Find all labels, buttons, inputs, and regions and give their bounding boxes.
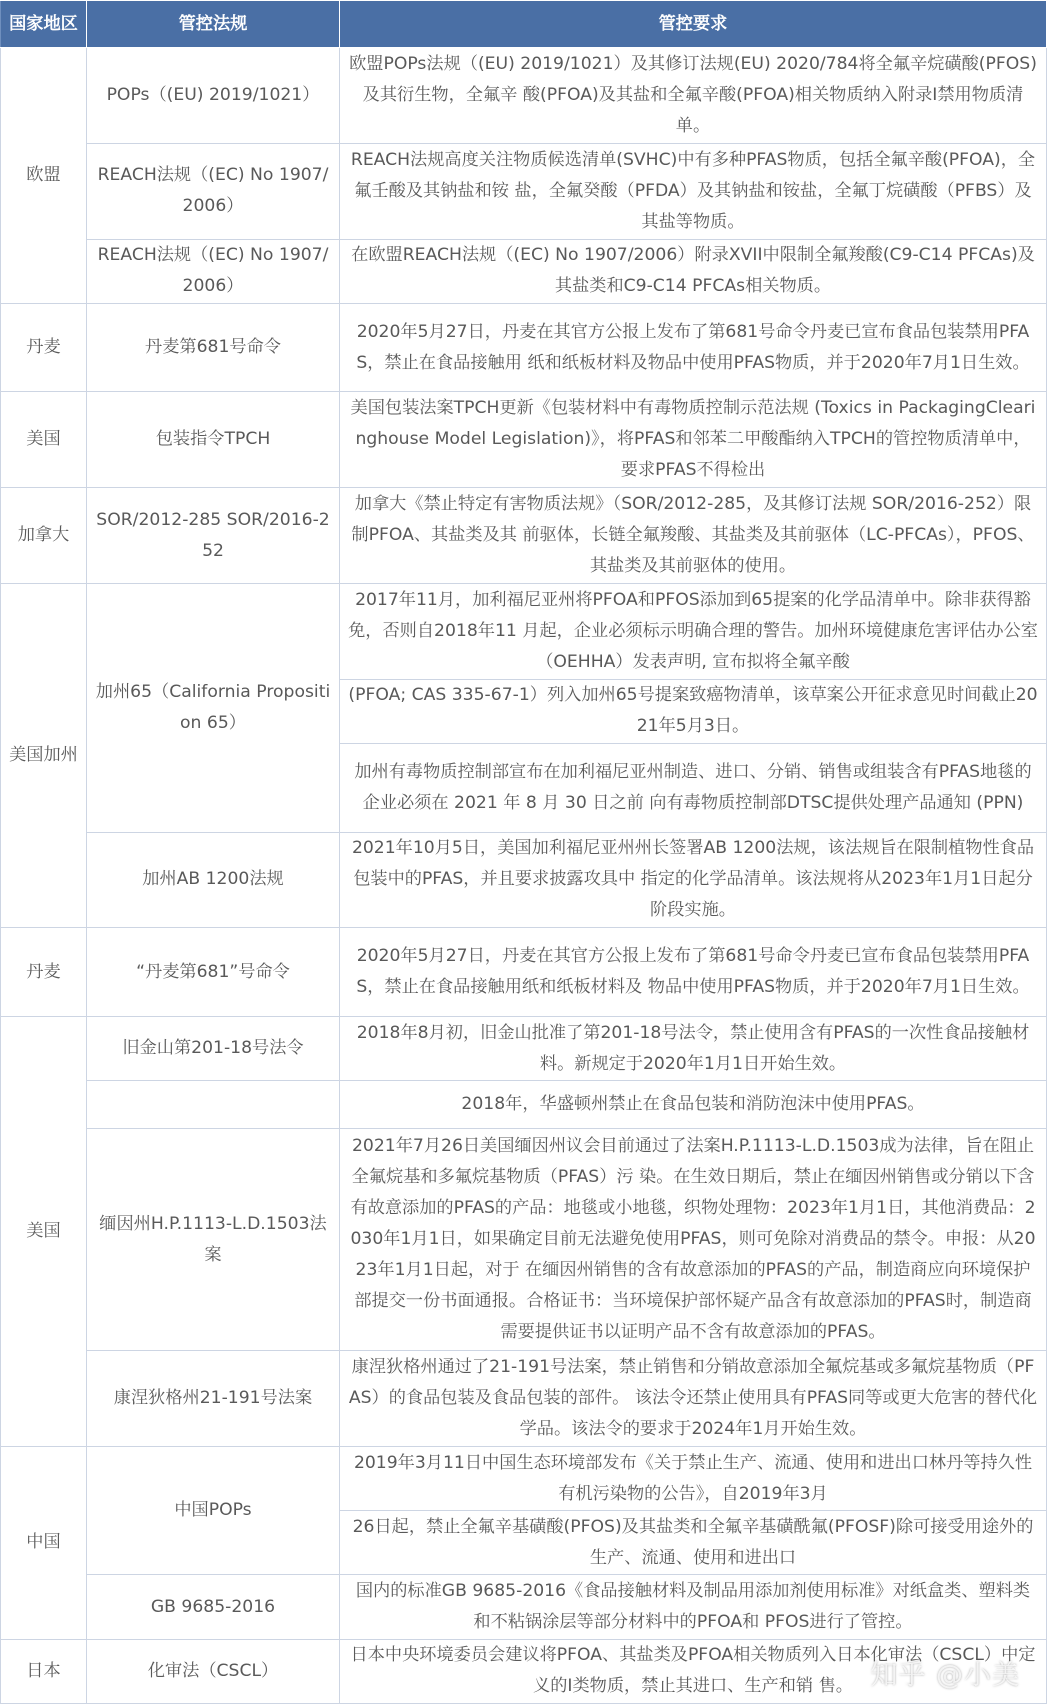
table-row xyxy=(1,928,1047,1017)
table-row xyxy=(1,303,1047,392)
requirement-cell: 26日起，禁止全氟辛基磺酸(PFOS)及其盐类和全氟辛基磺酰氟(PFOSF)除可接受用途外的生产、流通、使用和进出口 xyxy=(340,1511,1047,1575)
country-cell: 美国 xyxy=(1,392,87,488)
requirement-cell: 2019年3月11日中国生态环境部发布《关于禁止生产、流通、使用和进出口林丹等持久性有机污染物的公告》，自2019年3月 xyxy=(340,1447,1047,1511)
regulation-cell: “丹麦第681”号命令 xyxy=(87,928,340,1017)
regulation-cell: SOR/2012-285 SOR/2016-252 xyxy=(87,488,340,584)
regulation-cell: 加州65（California Proposition 65） xyxy=(87,583,340,832)
regulation-cell: 包装指令TPCH xyxy=(87,392,340,488)
requirement-cell: 2018年，华盛顿州禁止在食品包装和消防泡沫中使用PFAS。 xyxy=(340,1081,1047,1129)
table-row xyxy=(1,1351,1047,1447)
requirement-cell: 国内的标准GB 9685-2016《食品接触材料及制品用添加剂使用标准》对纸盒类、塑料类和不粘锅涂层等部分材料中的PFOA和 PFOS进行了管控。 xyxy=(340,1575,1047,1639)
table-row xyxy=(1,832,1047,928)
zhihu-watermark: 知乎 @小美 xyxy=(870,1660,1020,1691)
requirement-cell: 2020年5月27日，丹麦在其官方公报上发布了第681号命令丹麦已宣布食品包装禁用PFAS，禁止在食品接触用 纸和纸板材料及物品中使用PFAS物质，并于2020年7月1日生效。 xyxy=(340,303,1047,392)
table-header-row xyxy=(1,1,1047,48)
regulation-cell: 化审法（CSCL） xyxy=(87,1639,340,1703)
requirement-cell: 2020年5月27日，丹麦在其官方公报上发布了第681号命令丹麦已宣布食品包装禁用PFAS，禁止在食品接触用纸和纸板材料及 物品中使用PFAS物质，并于2020年7月1日生效。 xyxy=(340,928,1047,1017)
requirement-cell: 2018年8月初，旧金山批准了第201-18号法令，禁止使用含有PFAS的一次性食品接触材料。新规定于2020年1月1日开始生效。 xyxy=(340,1017,1047,1081)
table-row xyxy=(1,1129,1047,1351)
requirement-cell: 康涅狄格州通过了21-191号法案，禁止销售和分销故意添加全氟烷基或多氟烷基物质（PFAS）的食品包装及食品包装的部件。 该法令还禁止使用具有PFAS同等或更大危害的替代化学品。该法令的要求于2024年1月开始生效。 xyxy=(340,1351,1047,1447)
table-row xyxy=(1,1575,1047,1639)
requirement-cell: 加州有毒物质控制部宣布在加利福尼亚州制造、进口、分销、销售或组装含有PFAS地毯的企业必须在 2021 年 8 月 30 日之前 向有毒物质控制部DTSC提供处理产品通知 (PPN) xyxy=(340,743,1047,832)
table-row xyxy=(1,143,1047,239)
requirement-cell: 2021年7月26日美国缅因州议会目前通过了法案H.P.1113-L.D.1503成为法律，旨在阻止全氟烷基和多氟烷基物质（PFAS）污 染。在生效日期后，禁止在缅因州销售或分销以下含有故意添加的PFAS的产品：地毯或小地毯，织物处理物：2023年1月1日，其他消费品：2030年1月1日，如果确定目前无法避免使用PFAS，则可免除对消费品的禁令。申报：从2023年1月1日起，对于 在缅因州销售的含有故意添加的PFAS的产品，制造商应向环境保护部提交一份书面通报。合格证书：当环境保护部怀疑产品含有故意添加的PFAS时，制造商需要提供证书以证明产品不含有故意添加的PFAS。 xyxy=(340,1129,1047,1351)
table-row xyxy=(1,392,1047,488)
header-country: 国家地区 xyxy=(1,1,87,48)
country-cell: 美国加州 xyxy=(1,583,87,927)
country-cell: 美国 xyxy=(1,1017,87,1447)
regulation-cell: POPs（(EU) 2019/1021） xyxy=(87,48,340,144)
requirement-cell: REACH法规高度关注物质候选清单(SVHC)中有多种PFAS物质，包括全氟辛酸(PFOA)，全氟壬酸及其钠盐和铵 盐，全氟癸酸（PFDA）及其钠盐和铵盐，全氟丁烷磺酸（PFBS）及其盐等物质。 xyxy=(340,143,1047,239)
requirement-cell: 加拿大《禁止特定有害物质法规》（SOR/2012-285，及其修订法规 SOR/2016-252）限制PFOA、其盐类及其 前驱体，长链全氟羧酸、其盐类及其前驱体（LC-PFCAs），PFOS、其盐类及其前驱体的使用。 xyxy=(340,488,1047,584)
requirement-cell: 2021年10月5日，美国加利福尼亚州州长签署AB 1200法规，该法规旨在限制植物性食品包装中的PFAS，并且要求披露攻具中 指定的化学品清单。该法规将从2023年1月1日起分阶段实施。 xyxy=(340,832,1047,928)
regulation-cell: REACH法规（(EC) No 1907/2006） xyxy=(87,143,340,239)
regulation-cell: GB 9685-2016 xyxy=(87,1575,340,1639)
regulation-cell: 加州AB 1200法规 xyxy=(87,832,340,928)
header-regulation: 管控法规 xyxy=(87,1,340,48)
table-row xyxy=(1,1081,1047,1129)
country-cell: 丹麦 xyxy=(1,303,87,392)
table-row xyxy=(1,488,1047,584)
regulation-cell: 康涅狄格州21-191号法案 xyxy=(87,1351,340,1447)
requirement-cell: 日本中央环境委员会建议将PFOA、其盐类及PFOA相关物质列入日本化审法（CSCL）中定义的I类物质，禁止其进口、生产和销 售。 xyxy=(340,1639,1047,1703)
table-row xyxy=(1,48,1047,144)
requirement-cell: 美国包装法案TPCH更新《包装材料中有毒物质控制示范法规 (Toxics in PackagingClearinghouse Model Legislation)》，将PFAS和邻苯二甲酸酯纳入TPCH的管控物质清单中，要求PFAS不得检出 xyxy=(340,392,1047,488)
table-row xyxy=(1,239,1047,303)
requirement-cell: 2017年11月，加利福尼亚州将PFOA和PFOS添加到65提案的化学品清单中。除非获得豁免，否则自2018年11 月起，企业必须标示明确合理的警告。加州环境健康危害评估办公室（OEHHA）发表声明, 宣布拟将全氟辛酸 xyxy=(340,583,1047,679)
regulation-cell: 旧金山第201-18号法令 xyxy=(87,1017,340,1081)
regulation-cell: 缅因州H.P.1113-L.D.1503法案 xyxy=(87,1129,340,1351)
country-cell: 加拿大 xyxy=(1,488,87,584)
regulation-cell: REACH法规（(EC) No 1907/2006） xyxy=(87,239,340,303)
regulation-cell xyxy=(87,1081,340,1129)
requirement-cell: (PFOA; CAS 335-67-1）列入加州65号提案致癌物清单，该草案公开征求意见时间截止2021年5月3日。 xyxy=(340,679,1047,743)
regulation-cell: 丹麦第681号命令 xyxy=(87,303,340,392)
requirement-cell: 欧盟POPs法规（(EU) 2019/1021）及其修订法规(EU) 2020/784将全氟辛烷磺酸(PFOS)及其衍生物，全氟辛 酸(PFOA)及其盐和全氟辛酸(PFOA)相关物质纳入附录I禁用物质清单。 xyxy=(340,48,1047,144)
country-cell: 欧盟 xyxy=(1,48,87,304)
regulation-cell: 中国POPs xyxy=(87,1447,340,1575)
country-cell: 中国 xyxy=(1,1447,87,1640)
table-row xyxy=(1,1447,1047,1511)
header-requirement: 管控要求 xyxy=(340,1,1047,48)
country-cell: 丹麦 xyxy=(1,928,87,1017)
table-row xyxy=(1,583,1047,679)
requirement-cell: 在欧盟REACH法规（(EC) No 1907/2006）附录XVII中限制全氟羧酸(C9-C14 PFCAs)及其盐类和C9-C14 PFCAs相关物质。 xyxy=(340,239,1047,303)
table-row xyxy=(1,1017,1047,1081)
country-cell: 日本 xyxy=(1,1639,87,1703)
